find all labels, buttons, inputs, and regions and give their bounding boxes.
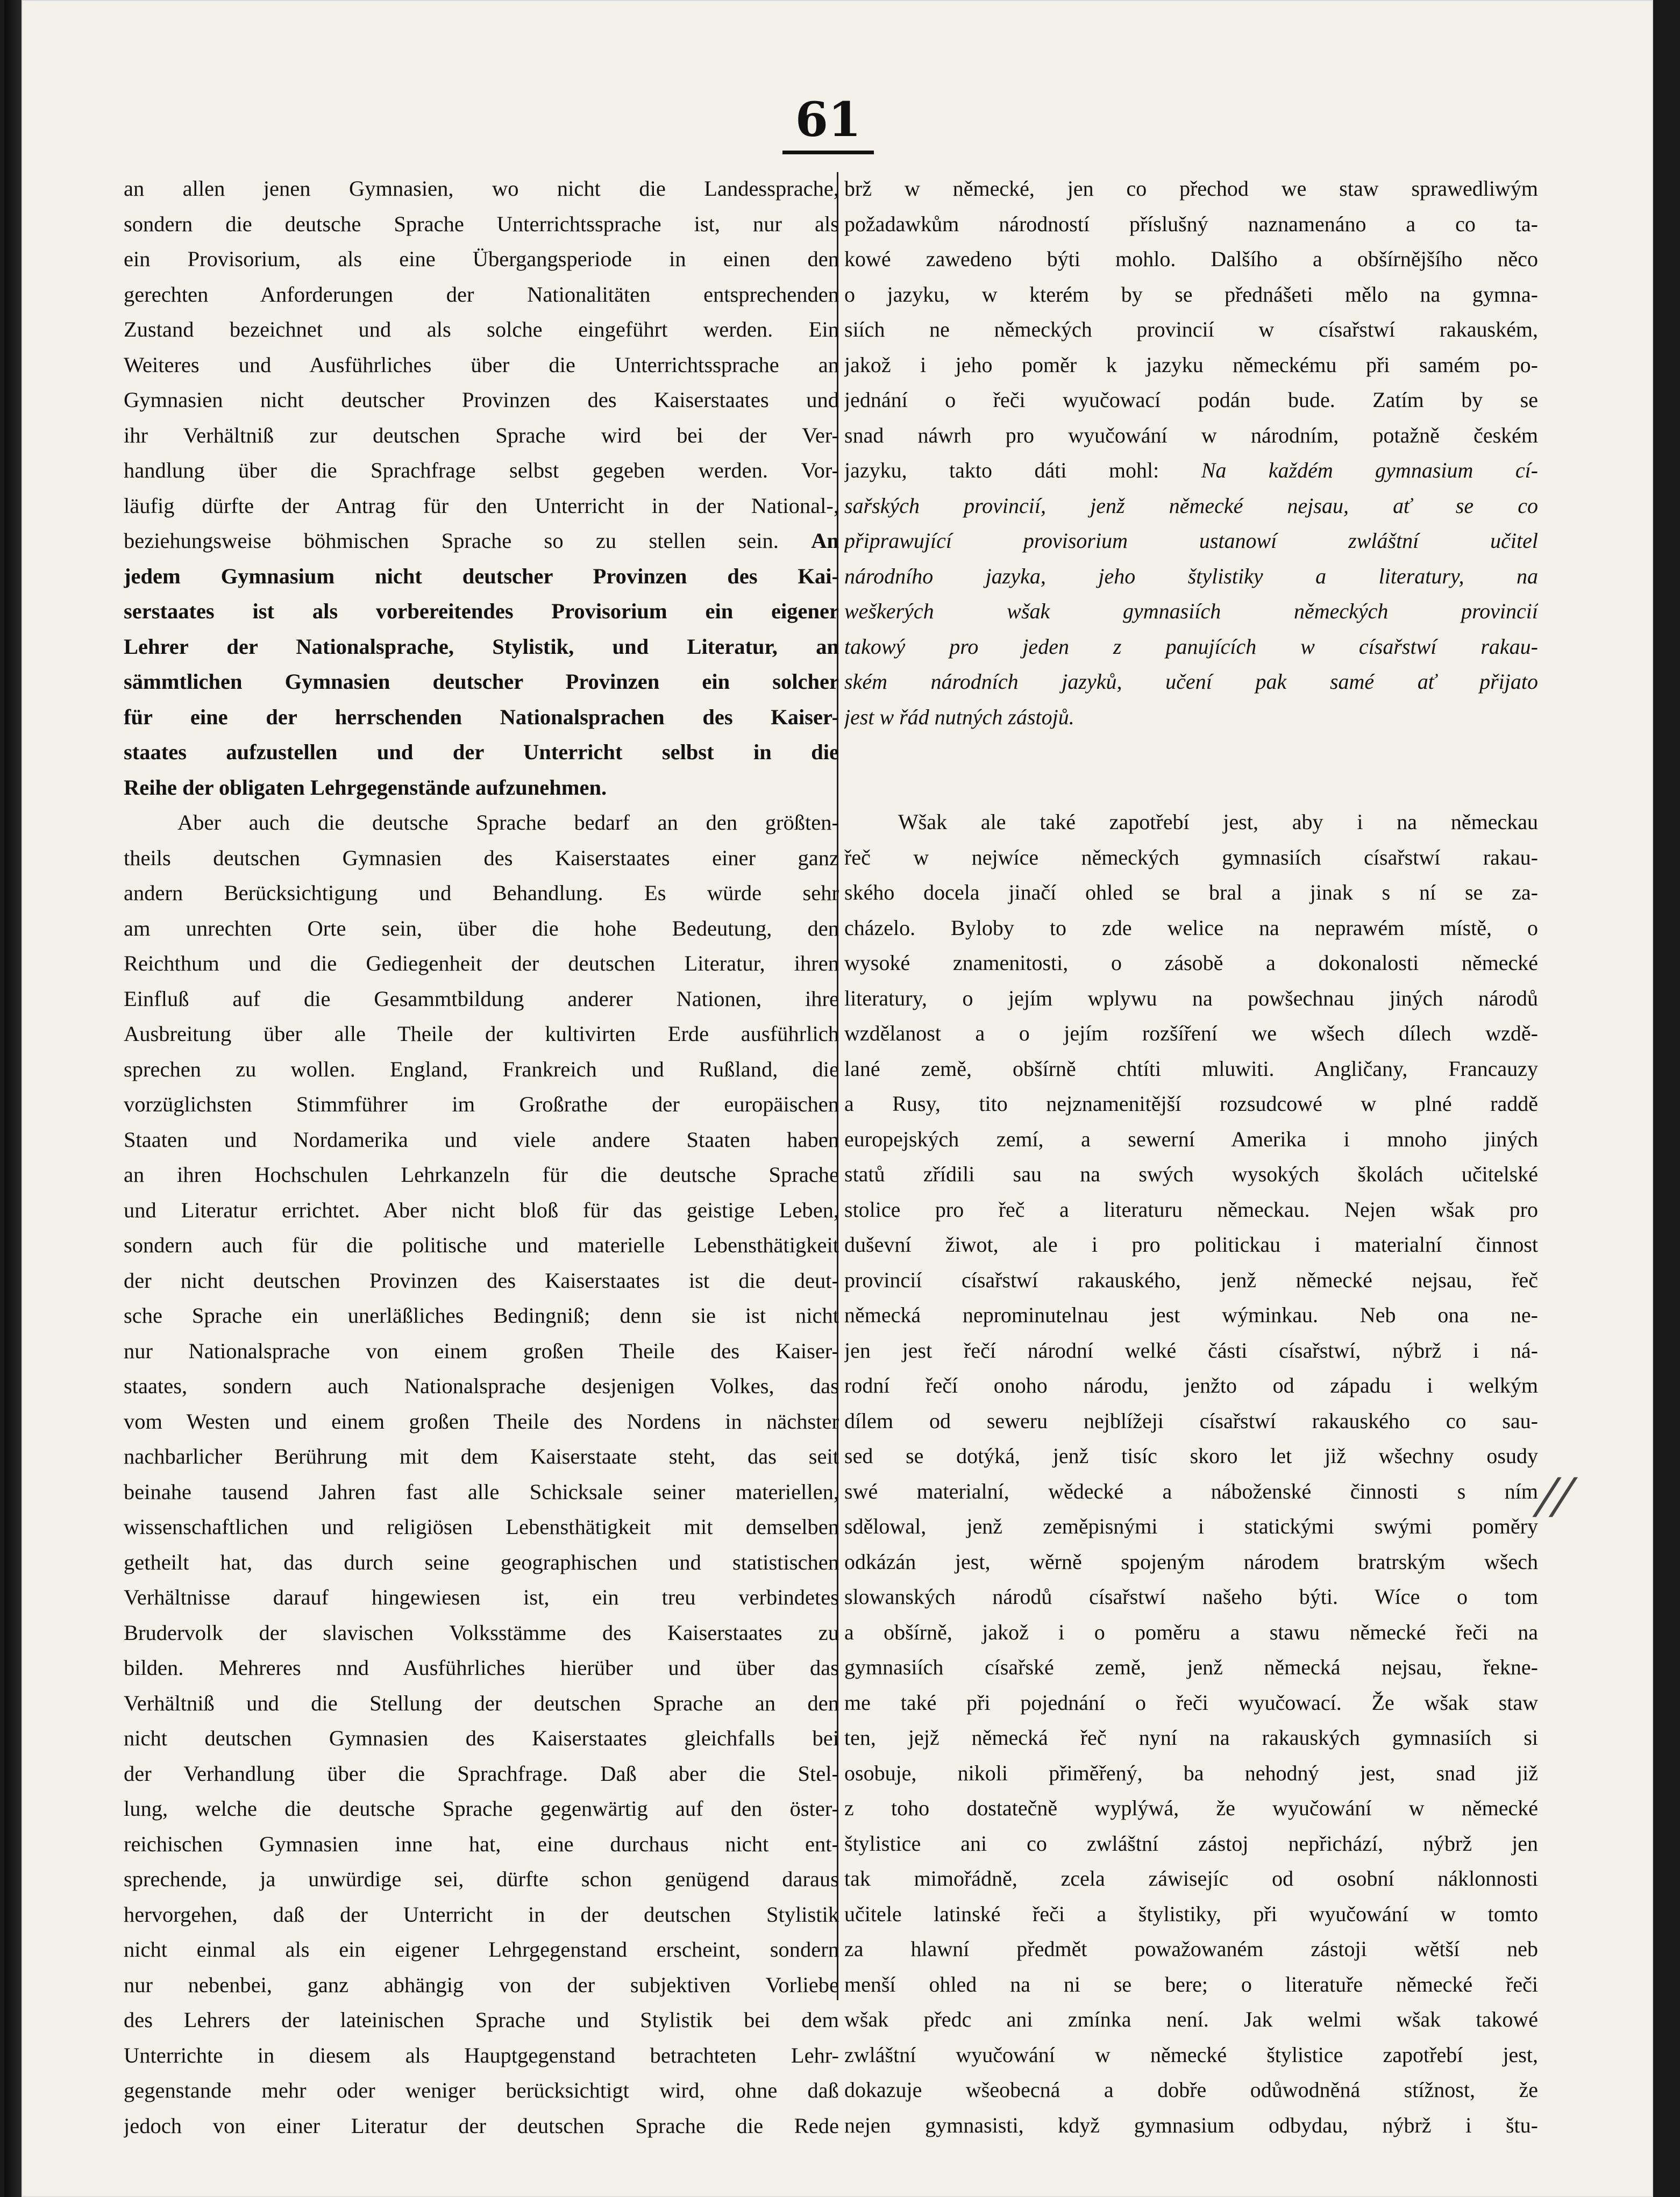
text-line: nejen gymnasisti, když gymnasium odbydau, nýbrž i štu- <box>844 2113 1538 2137</box>
right-mixed-italic: Na každém gymnasium cí- <box>1201 458 1538 482</box>
text-line: sařských provincií, jenž německé nejsau, ať se co <box>844 493 1538 518</box>
text-line: menší ohled na ni se bere; o literatuře německé řeči <box>844 1972 1538 1996</box>
text-line: Reichthum und die Gediegenheit der deutschen Literatur, ihren <box>124 951 839 975</box>
text-line: Wšak ale také zapotřebí jest, aby i na německau <box>898 810 1538 834</box>
text-line: Aber auch die deutsche Sprache bedarf an den größten- <box>177 810 839 834</box>
text-line: wysoké znamenitosti, o zásobě a dokonalosti německé <box>844 951 1538 975</box>
text-line: sche Sprache ein unerläßliches Bedingniß; denn sie ist nicht <box>124 1303 839 1328</box>
text-line: ihr Verhältniß zur deutschen Sprache wird bei der Ver- <box>124 423 839 447</box>
text-line: sämmtlichen Gymnasien deutscher Provinzen ein solcher <box>124 669 839 694</box>
text-line: vom Westen und einem großen Theile des Nordens in nächster <box>124 1409 839 1433</box>
text-line: nicht einmal als ein eigener Lehrgegenstand erscheint, sondern <box>124 1937 839 1961</box>
text-line: jen jest řečí národní welké části císařstwí, nýbrž i ná- <box>844 1338 1538 1363</box>
inline-bold-start: An <box>811 529 839 553</box>
right-column-czech <box>844 171 1538 2143</box>
text-line: o jazyku, w kterém by se přednášeti mělo na gymna- <box>844 282 1538 306</box>
text-line: ten, jejž německá řeč nyní na rakauských gymnasiích si <box>844 1725 1538 1750</box>
text-line: gegenstande mehr oder weniger berücksichtigt wird, ohne daß <box>124 2078 839 2102</box>
text-line: Zustand bezeichnet und als solche eingeführt werden. Ein <box>124 317 839 341</box>
text-line: sdělowal, jenž zeměpisnými i statickými swými poměry <box>844 1514 1538 1538</box>
text-line: nur nebenbei, ganz abhängig von der subjektiven Vorliebe <box>124 1972 839 1997</box>
text-line: Staaten und Nordamerika und viele andere Staaten haben <box>124 1127 839 1152</box>
text-line: vorzüglichsten Stimmführer im Großrathe der europäischen <box>124 1092 839 1116</box>
text-line: Unterrichte in diesem als Hauptgegenstand betrachteten Lehr- <box>124 2043 839 2067</box>
text-line <box>124 523 839 559</box>
text-line: Reihe der obligaten Lehrgegenstände aufzunehmen. <box>124 775 607 800</box>
text-line: duševní žiwot, ale i pro politickau i materialní činnost <box>844 1232 1538 1257</box>
text-line: připrawující provisorium ustanowí zwláštní učitel <box>844 529 1538 553</box>
text-line: weškerých wšak gymnasiích německých provincií <box>844 599 1538 623</box>
text-line: jednání o řeči wyučowací podán bude. Zatím by se <box>844 388 1538 412</box>
left-column-german <box>124 171 839 2143</box>
text-line: für eine der herrschenden Nationalsprachen des Kaiser- <box>124 704 839 729</box>
text-line: takowý pro jeden z panujících w císařstwí rakau- <box>844 634 1538 659</box>
text-line: der nicht deutschen Provinzen des Kaiserstaates ist die deut- <box>124 1268 839 1293</box>
text-line: literatury, o jejím wplywu na powšechnau jiných národů <box>844 986 1538 1010</box>
text-line: jest w řád nutných zástojů. <box>844 704 1074 729</box>
text-line: ském národních jazyků, učení pak samé ať přijato <box>844 669 1538 694</box>
text-line: dílem od sewеru nejblížeji císařstwí rakauského co sau- <box>844 1408 1538 1433</box>
text-line: sondern auch für die politische und materielle Lebensthätigkeit <box>124 1233 839 1257</box>
text-line: nicht deutschen Gymnasien des Kaiserstaates gleichfalls bei <box>124 1726 839 1750</box>
text-line: läufig dürfte der Antrag für den Unterricht in der National-, <box>124 493 839 518</box>
text-line: učitele latinské řeči a štylistiky, při wyučowání w tomto <box>844 1901 1538 1926</box>
text-line: wšak předc ani zmínka není. Jak welmi wšak takowé <box>844 2007 1538 2031</box>
text-line: slowanských národů císařstwí našeho býti. Wíce o tom <box>844 1585 1538 1609</box>
text-line: wzdělanost a o jejím rozšíření we wšech dílech wzdě- <box>844 1021 1538 1045</box>
left-paragraph-1 <box>124 171 839 559</box>
text-line: Lehrer der Nationalsprache, Stylistik, und Literatur, an <box>124 634 839 659</box>
text-line: za hlawní předmět powažowaném zástoji wětší neb <box>844 1937 1538 1961</box>
text-line: řeč w nejwíce německých gymnasiích císařstwí rakau- <box>844 845 1538 869</box>
text-line: sprechende, ja unwürdige sei, dürfte schon genügend daraus <box>124 1867 839 1891</box>
scan-edge <box>4 0 22 2197</box>
text-line: beinahe tausend Jahren fast alle Schicksale seiner materiellen, <box>124 1479 839 1504</box>
text-line: Verhältniß und die Stellung der deutschen Sprache an den <box>124 1690 839 1715</box>
right-paragraph-1-italic <box>844 488 1538 735</box>
text-line: der Verhandlung über die Sprachfrage. Daß aber die Stel- <box>124 1761 839 1786</box>
page-number: 61 <box>782 91 874 154</box>
text-line: nachbarlicher Berührung mit dem Kaiserstaate steht, das seit <box>124 1444 839 1468</box>
text-line: me také při pojednání o řeči wyučowací. Že wšak staw <box>844 1690 1538 1715</box>
text-line: lung, welche die deutsche Sprache gegenwärtig auf den öster- <box>124 1796 839 1821</box>
text-line: europejských zemí, a sewerní Amerika i mnoho jiných <box>844 1126 1538 1151</box>
text-line: osobuje, nikoli přiměřený, ba nehodný jest, snad již <box>844 1760 1538 1785</box>
right-paragraph-1 <box>844 171 1538 453</box>
text-line: gymnasiích císařské země, jenž německá nejsau, řekne- <box>844 1655 1538 1679</box>
text-line: jakož i jeho poměr k jazyku německému při samém po- <box>844 352 1538 377</box>
right-paragraph-2 <box>844 804 1538 2143</box>
text-line: tak mimořádně, zcela záwisejíc od osobní náklonnosti <box>844 1866 1538 1891</box>
text-line: an allen jenen Gymnasien, wo nicht die Landessprache, <box>124 176 839 201</box>
text-line: štylistice ani co zwláštní zástoj nepřichází, nýbrž jen <box>844 1831 1538 1856</box>
text-line: sprechen zu wollen. England, Frankreich und Rußland, die <box>124 1057 839 1081</box>
text-line: lané země, obšírně chtíti mluwiti. Angličany, Francauzy <box>844 1056 1538 1081</box>
text-line: statů zřídili sau na swých wysokých školách učitelské <box>844 1162 1538 1186</box>
text-line: stolice pro řeč a literaturu německau. Nejen wšak pro <box>844 1197 1538 1222</box>
text-line: nur Nationalsprache von einem großen Theile des Kaiser- <box>124 1338 839 1363</box>
text-line: snad náwrh pro wyučowání w národním, potažně českém <box>844 423 1538 447</box>
text-line: rodní řečí onoho národu, jenžto od západu i welkým <box>844 1373 1538 1397</box>
text-line: Weiteres und Ausführliches über die Unterrichtssprache an <box>124 352 839 377</box>
text-line: serstaates ist als vorbereitendes Provisorium ein eigener <box>124 599 839 623</box>
text-line: des Lehrers der lateinischen Sprache und Stylistik bei dem <box>124 2008 839 2032</box>
text-line: německá neprominutelnau jest wýminkau. Neb ona ne- <box>844 1303 1538 1327</box>
text-line: z toho dostatečně wyplýwá, že wyučowání w německé <box>844 1796 1538 1820</box>
text-line: zwláštní wyučowání w německé štylistice zapotřebí jest, <box>844 2042 1538 2067</box>
text-line: jedem Gymnasium nicht deutscher Provinzen des Kai- <box>124 563 839 588</box>
text-line: getheilt hat, das durch seine geographischen und statistischen <box>124 1550 839 1574</box>
text-line: sondern die deutsche Sprache Unterrichtssprache ist, nur als <box>124 211 839 236</box>
text-line: hervorgehen, daß der Unterricht in der deutschen Stylistik <box>124 1902 839 1927</box>
text-line: Ausbreitung über alle Theile der kultivirten Erde ausführlich <box>124 1022 839 1046</box>
text-line: jedoch von einer Literatur der deutschen Sprache die Rede <box>124 2113 839 2138</box>
text-line: an ihren Hochschulen Lehrkanzeln für die deutsche Sprache <box>124 1162 839 1187</box>
text-line: theils deutschen Gymnasien des Kaiserstaates einer ganz <box>124 845 839 870</box>
text-line: a obšírně, jakož i o poměru a stawu německé řeči na <box>844 1620 1538 1644</box>
text-line: siích ne německých provincií w císařstwí rakauském, <box>844 317 1538 341</box>
text-line: andern Berücksichtigung und Behandlung. Es würde sehr <box>124 881 839 905</box>
text-line: a Rusy, tito nejznamenitější rozsudcowé w plné raddě <box>844 1092 1538 1116</box>
text-line: Verhältnisse darauf hingewiesen ist, ein treu verbindetes <box>124 1585 839 1609</box>
text-line: und Literatur errichtet. Aber nicht bloß für das geistige Leben, <box>124 1197 839 1222</box>
text-line: provincií císařstwí rakauského, jenž německé nejsau, řeč <box>844 1267 1538 1292</box>
paragraph-gap <box>844 734 1538 804</box>
text-line: národního jazyka, jeho štylistiky a literatury, na <box>844 563 1538 588</box>
text-line: ského docela jinačí ohled se bral a jinak s ní se za- <box>844 880 1538 904</box>
text-line: odkázán jest, wěrně spojeným národem bratrským wšech <box>844 1549 1538 1574</box>
text-line: Einfluß auf die Gesammtbildung anderer Nationen, ihre <box>124 986 839 1011</box>
text-line: ein Provisorium, als eine Übergangsperiode in einen den <box>124 247 839 271</box>
text-line: swé materialní, wědecké a náboženské činnosti s ním <box>844 1479 1538 1503</box>
text-line: brž w německé, jen co přechod we staw sprawedliwým <box>844 176 1538 201</box>
text-line: požadawkům národností příslušný naznamenáno a co ta- <box>844 211 1538 236</box>
margin-pencil-mark: // <box>1529 1468 1581 1524</box>
right-line-mixed <box>844 453 1538 488</box>
text-line: sed se dotýká, jenž tisíc skoro let již wšechny osudy <box>844 1444 1538 1468</box>
text-line: staates aufzustellen und der Unterricht selbst in die <box>124 740 839 764</box>
text-line: wissenschaftlichen und religiösen Lebensthätigkeit mit demselben <box>124 1515 839 1539</box>
text-line: am unrechten Orte sein, über die hohe Bedeutung, den <box>124 916 839 940</box>
text-line: bilden. Mehreres nnd Ausführliches hierüber und über das <box>124 1656 839 1680</box>
inline-plain: beziehungsweise böhmischen Sprache so zu stellen sein. <box>124 529 779 553</box>
left-paragraph-2 <box>124 805 839 2143</box>
text-line: cházelo. Byloby to zde welice na neprawém místě, o <box>844 915 1538 940</box>
text-line: handlung über die Sprachfrage selbst gegeben werden. Vor- <box>124 458 839 482</box>
text-line: staates, sondern auch Nationalsprache desjenigen Volkes, das <box>124 1374 839 1398</box>
left-paragraph-1-bold <box>124 559 839 805</box>
text-line: Brudervolk der slavischen Volksstämme des Kaiserstaates zu <box>124 1620 839 1645</box>
right-mixed-plain: jazyku, takto dáti mohl: <box>844 458 1159 482</box>
text-line: gerechten Anforderungen der Nationalitäten entsprechenden <box>124 282 839 306</box>
text-line: reichischen Gymnasien inne hat, eine durchaus nicht ent- <box>124 1831 839 1856</box>
text-line: Gymnasien nicht deutscher Provinzen des Kaiserstaates und <box>124 388 839 412</box>
text-line: kowé zawedeno býti mohlo. Dalšího a obšírnějšího něco <box>844 247 1538 271</box>
text-line: dokazuje wšeobecná a dobře odůwodněná stížnost, že <box>844 2078 1538 2102</box>
